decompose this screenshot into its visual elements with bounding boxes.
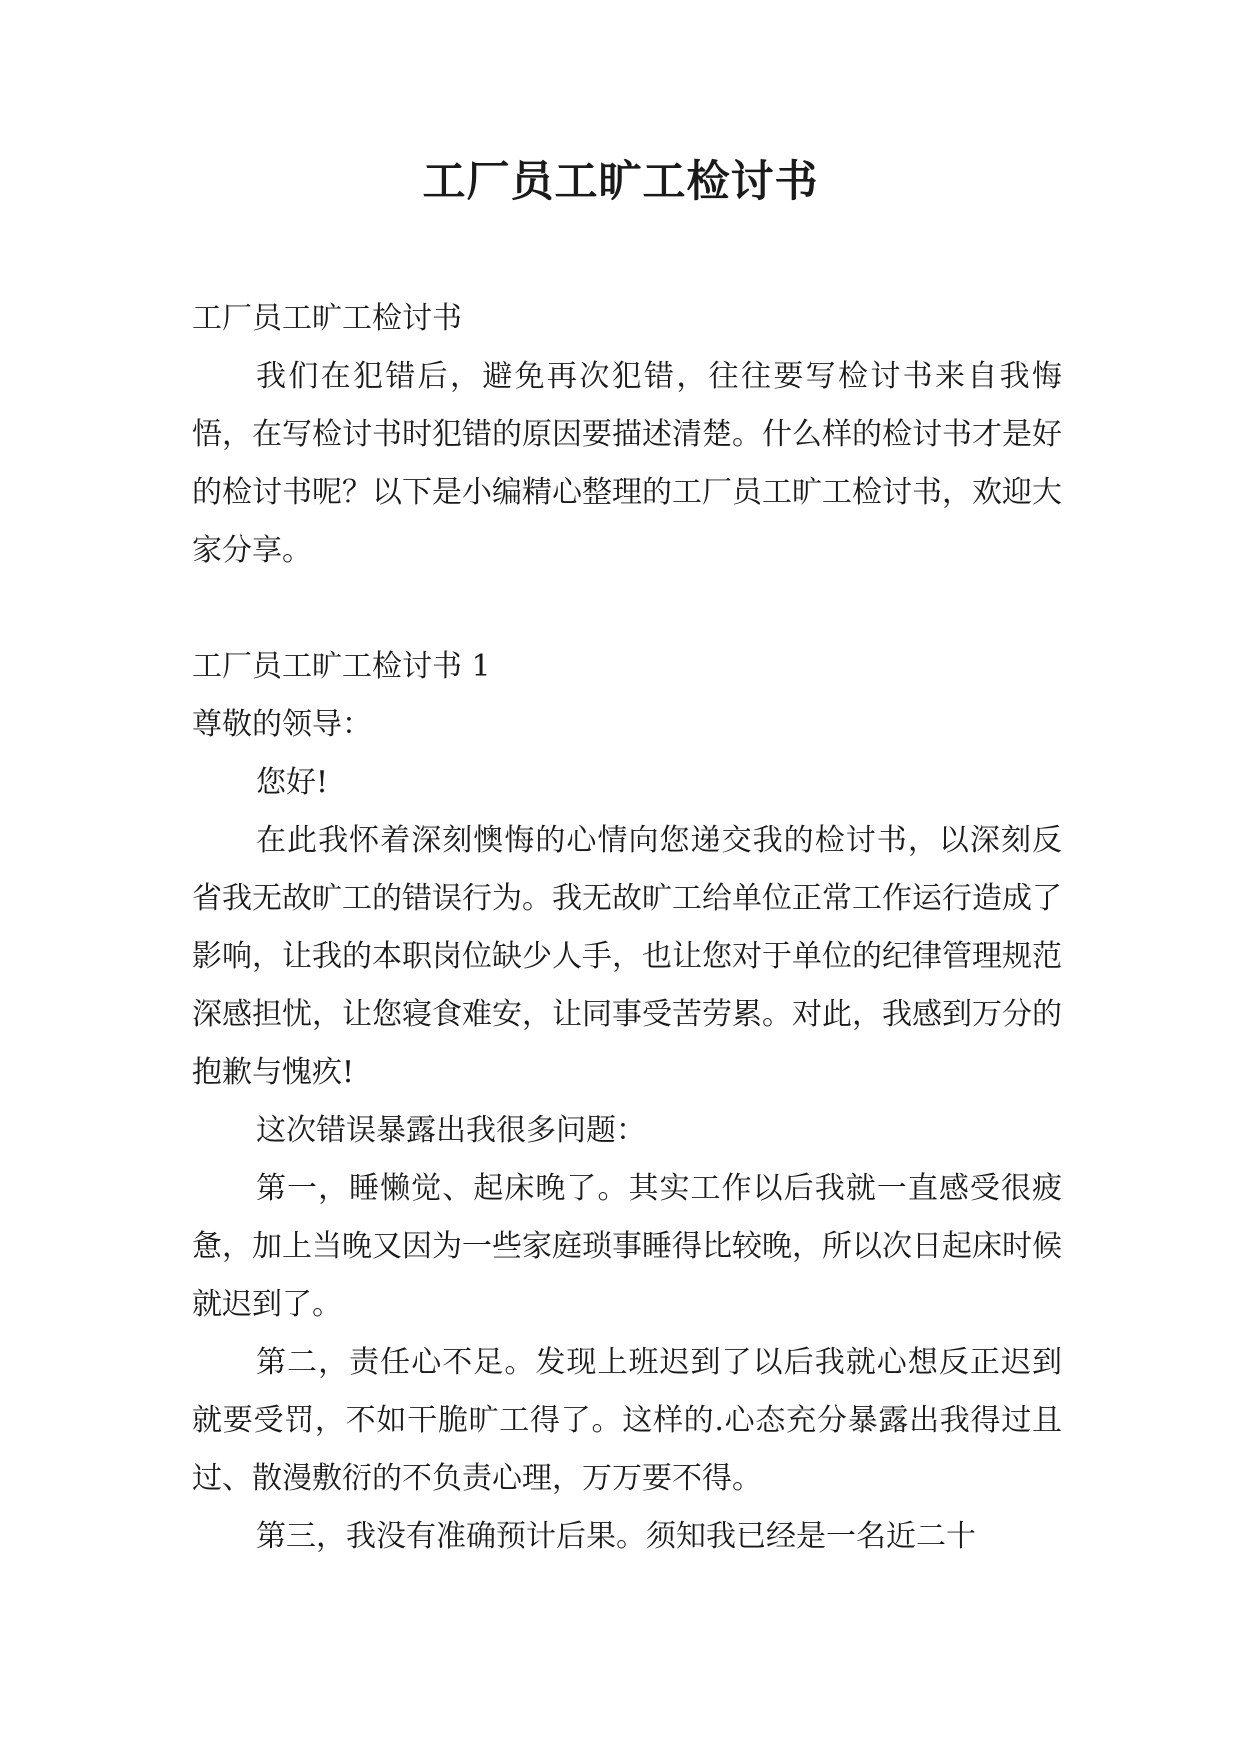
body-paragraph: 在此我怀着深刻懊悔的心情向您递交我的检讨书，以深刻反省我无故旷工的错误行为。我无故旷工给单位正常工作运行造成了影响，让我的本职岗位缺少人手，也让您对于单位的纪律管理规范深感担忧，让您寝食难安，让同事受苦劳累。对此，我感到万分的抱歉与愧疚! (192, 823, 1062, 1090)
section-spacer (192, 580, 1062, 638)
intro-paragraph: 我们在犯错后，避免再次犯错，往往要写检讨书来自我悔悟，在写检讨书时犯错的原因要描述清楚。什么样的检讨书才是好的检讨书呢？以下是小编精心整理的工厂员工旷工检讨书，欢迎大家分享。 (192, 359, 1062, 568)
greeting: 您好! (256, 765, 329, 800)
body-paragraph: 第三，我没有准确预计后果。须知我已经是一名近二十 (256, 1519, 976, 1554)
salutation: 尊敬的领导： (192, 707, 372, 742)
body-paragraph: 第一，睡懒觉、起床晚了。其实工作以后我就一直感受很疲惫，加上当晚又因为一些家庭琐事睡得比较晚，所以次日起床时候就迟到了。 (192, 1171, 1062, 1322)
section-heading: 工厂员工旷工检讨书 1 (192, 649, 491, 684)
document-title: 工厂员工旷工检讨书 (422, 157, 819, 207)
document-body (192, 290, 1062, 1566)
intro-heading: 工厂员工旷工检讨书 (192, 301, 462, 336)
body-paragraph: 这次错误暴露出我很多问题： (256, 1113, 646, 1148)
body-paragraph: 第二，责任心不足。发现上班迟到了以后我就心想反正迟到就要受罚，不如干脆旷工得了。这样的.心态充分暴露出我得过且过、散漫敷衍的不负责心理，万万要不得。 (192, 1345, 1062, 1496)
